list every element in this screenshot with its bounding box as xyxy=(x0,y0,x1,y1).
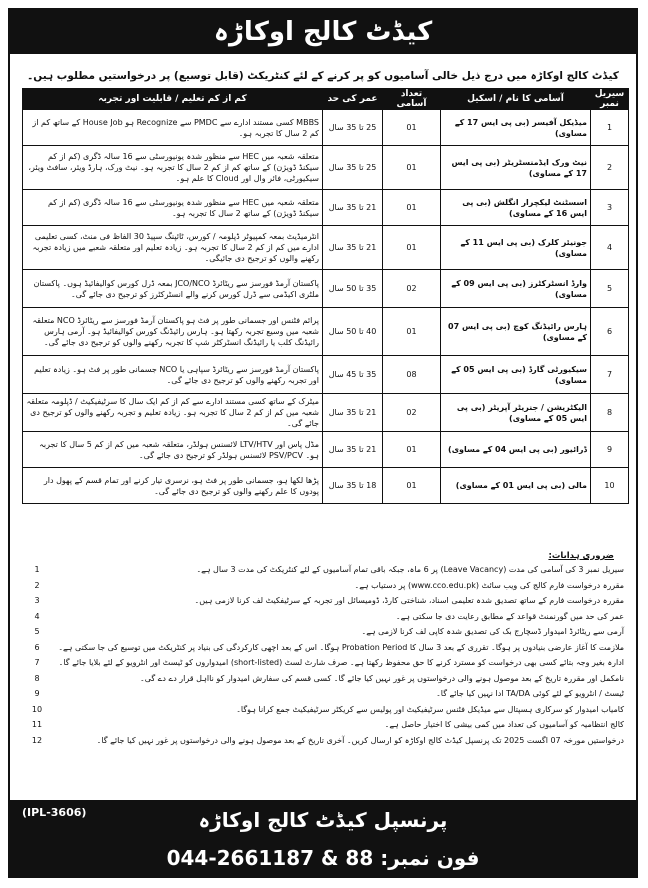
count-cell: 01 xyxy=(383,190,441,226)
note-text: آرمی سے ریٹائرڈ امیدوار ڈسچارج بک کی تصدیق شدہ کاپی لف کرنا لازمی ہے۔ xyxy=(361,627,624,636)
note-text: ادارہ بغیر وجہ بتائے کسی بھی درخواست کو مسترد کرنے کا حق محفوظ رکھتا ہے۔ صرف شارٹ لسٹ (short-listed) امیدواروں کو ٹیسٹ اور انٹرویو کے لئے بلایا جائے گا۔ xyxy=(58,658,624,667)
note-number: 6 xyxy=(34,642,40,652)
header-age: عمر کی حد xyxy=(323,89,383,110)
serial-cell: 7 xyxy=(591,356,629,394)
note-number: 11 xyxy=(31,720,43,729)
intro-text: کیڈٹ کالج اوکاڑہ میں درج ذیل خالی آسامیوں کو پر کرنے کے لئے کنٹریکٹ (قابل توسیع) پر درخواستیں مطلوب ہیں۔ xyxy=(27,70,619,82)
serial-cell: 3 xyxy=(591,190,629,226)
age-cell: 21 تا 35 سال xyxy=(323,226,383,270)
count-cell: 02 xyxy=(383,270,441,308)
notes-heading: ضروری ہدایات: xyxy=(548,551,614,561)
requirement-cell: متعلقہ شعبہ میں HEC سے منظور شدہ یونیورسٹی سے 16 سالہ ڈگری (کم از کم سیکنڈ ڈویژن) کے ساتھ 2 سال کا تجربہ ہو۔ xyxy=(23,190,323,226)
principal-title: پرنسپل کیڈٹ کالج اوکاڑہ xyxy=(198,808,448,832)
count-cell: 08 xyxy=(383,356,441,394)
serial-cell: 9 xyxy=(591,432,629,468)
table-row xyxy=(23,146,629,190)
note-text: مقررہ درخواست فارم کالج کی ویب سائٹ (www.cco.edu.pk) پر دستیاب ہے۔ xyxy=(354,580,624,590)
table-row xyxy=(23,356,629,394)
note-number: 9 xyxy=(34,689,40,698)
age-cell: 40 تا 50 سال xyxy=(323,308,383,356)
serial-cell: 6 xyxy=(591,308,629,356)
table-row xyxy=(23,468,629,504)
table-row xyxy=(23,394,629,432)
note-text: ٹیسٹ / انٹرویو کے لئے کوئی TA/DA ادا نہیں کیا جائے گا۔ xyxy=(436,689,624,698)
count-cell: 01 xyxy=(383,308,441,356)
post-cell: اسسٹنٹ لیکچرار انگلش (بی پی ایس 16 کے مساوی) xyxy=(441,190,591,226)
serial-cell: 5 xyxy=(591,270,629,308)
table-row xyxy=(23,308,629,356)
advertisement-page xyxy=(8,8,638,878)
note-text: سیریل نمبر 3 کی آسامی کی مدت (Leave Vacancy) پر 6 ماہ، جبکہ باقی تمام آسامیوں کے لئے کنٹریکٹ کی مدت 3 سال ہے۔ xyxy=(196,565,624,574)
table-row xyxy=(23,110,629,146)
count-cell: 01 xyxy=(383,110,441,146)
note-number: 7 xyxy=(34,658,40,667)
phone-number: 044-2661187 & 88 xyxy=(166,846,374,870)
serial-cell: 8 xyxy=(591,394,629,432)
serial-cell: 2 xyxy=(591,146,629,190)
table-row xyxy=(23,190,629,226)
notes-list xyxy=(22,565,624,751)
requirement-cell: میٹرک کے ساتھ کسی مستند ادارے سے کم از کم ایک سال کا سرٹیفیکیٹ / ڈپلومہ متعلقہ شعبہ میں کم از کم 2 سال کا تجربہ ہو۔ زیادہ تعلیم و تجربہ رکھنے والوں کو ترجیح دی جائے گی۔ xyxy=(23,394,323,432)
note-item xyxy=(22,658,624,668)
header-serial: سیریل نمبر xyxy=(591,89,629,110)
table-row xyxy=(23,432,629,468)
count-cell: 01 xyxy=(383,226,441,270)
requirement-cell: پاکستان آرمڈ فورسز سے ریٹائرڈ سپاہی یا NCO جسمانی طور پر فٹ ہو۔ زیادہ تعلیم اور تجربہ رکھنے والوں کو ترجیح دی جائے گی۔ xyxy=(23,356,323,394)
requirement-cell: پڑھا لکھا ہو، جسمانی طور پر فٹ ہو، نرسری تیار کرنے اور تمام قسم کے پھول دار پودوں کا علم رکھنے والوں کو ترجیح دی جائے گی۔ xyxy=(23,468,323,504)
note-number: 1 xyxy=(34,565,40,574)
note-text: کالج انتظامیہ کو آسامیوں کی تعداد میں کمی بیشی کا اختیار حاصل ہے۔ xyxy=(384,720,624,729)
note-item xyxy=(22,674,624,684)
note-text: ملازمت کا آغاز عارضی بنیادوں پر ہوگا۔ تقرری کے بعد 3 سال کا Probation Period ہوگا۔ اس کے بعد اچھی کارکردگی کی بنیاد پر کنٹریکٹ میں توسیع کی جا سکتی ہے۔ xyxy=(58,642,624,652)
serial-cell: 10 xyxy=(591,468,629,504)
requirement-cell: متعلقہ شعبہ میں HEC سے منظور شدہ یونیورسٹی سے 16 سالہ ڈگری (کم از کم سیکنڈ ڈویژن) کے ساتھ کم از کم 2 سال کا تجربہ ہو۔ نیٹ ورک، ہارڈ ویئر، سافٹ ویئر، سیکیورٹی، فائر وال اور Cloud کا علم ہو۔ xyxy=(23,146,323,190)
table-row xyxy=(23,226,629,270)
header-count: تعداد آسامی xyxy=(383,89,441,110)
note-item xyxy=(22,627,624,637)
note-item xyxy=(22,581,624,591)
post-cell: سیکیورٹی گارڈ (بی پی ایس 05 کے مساوی) xyxy=(441,356,591,394)
note-text: درخواستیں مورخہ 07 اگست 2025 تک پرنسپل کیڈٹ کالج اوکاڑہ کو ارسال کریں۔ آخری تاریخ کے بعد موصول ہونے والی درخواستوں پر غور نہیں کیا جائے گا۔ xyxy=(96,735,624,745)
post-cell: وارڈ انسٹرکٹرز (بی پی ایس 09 کے مساوی) xyxy=(441,270,591,308)
note-item xyxy=(22,596,624,606)
note-number: 12 xyxy=(31,735,43,745)
post-cell: الیکٹریشن / جنریٹر آپریٹر (بی پی ایس 05 کے مساوی) xyxy=(441,394,591,432)
age-cell: 18 تا 35 سال xyxy=(323,468,383,504)
age-cell: 25 تا 35 سال xyxy=(323,110,383,146)
note-number: 4 xyxy=(34,611,40,621)
note-item xyxy=(22,736,624,746)
note-item xyxy=(22,643,624,653)
phone-label: فون نمبر: xyxy=(380,846,480,870)
post-cell: جونیئر کلرک (بی پی ایس 11 کے مساوی) xyxy=(441,226,591,270)
note-text: نامکمل اور مقررہ تاریخ کے بعد موصول ہونے والی درخواستوں پر غور نہیں کیا جائے گا۔ کسی قسم کی سفارش امیدوار کو نااہل قرار دے دے گی۔ xyxy=(140,673,624,683)
vacancies-table xyxy=(22,88,629,504)
table-header-row xyxy=(23,89,629,110)
title-text: کیڈٹ کالج اوکاڑہ xyxy=(213,17,433,47)
requirement-cell: MBBS کسی مستند ادارے سے PMDC سے Recognize ہو House Job کے ساتھ کم از کم 2 سال کا تجربہ ہو۔ xyxy=(23,110,323,146)
age-cell: 25 تا 35 سال xyxy=(323,146,383,190)
header-requirement: کم از کم تعلیم / قابلیت اور تجربہ xyxy=(23,89,323,110)
ipl-code: (IPL-3606) xyxy=(22,806,87,819)
count-cell: 02 xyxy=(383,394,441,432)
note-item xyxy=(22,612,624,622)
count-cell: 01 xyxy=(383,146,441,190)
post-cell: میڈیکل آفیسر (بی پی ایس 17 کے مساوی) xyxy=(441,110,591,146)
age-cell: 35 تا 50 سال xyxy=(323,270,383,308)
note-text: عمر کی حد میں گورنمنٹ قواعد کے مطابق رعایت دی جا سکتی ہے۔ xyxy=(395,611,624,621)
age-cell: 21 تا 35 سال xyxy=(323,394,383,432)
note-number: 2 xyxy=(34,580,40,590)
requirement-cell: مڈل پاس اور LTV/HTV لائسنس ہولڈر، متعلقہ شعبہ میں کم از کم 5 سال کا تجربہ ہو۔ PSV/PCV لائسنس ہولڈر کو ترجیح دی جائے گی۔ xyxy=(23,432,323,468)
post-cell: ہارس رائیڈنگ کوچ (بی پی ایس 07 کے مساوی) xyxy=(441,308,591,356)
requirement-cell: پاکستان آرمڈ فورسز سے ریٹائرڈ JCO/NCO بمعہ ڈرل کورس کوالیفائیڈ ہوں۔ پاکستان ملٹری اکیڈمی سے ڈرل کورس کرنے والے انسٹرکٹرز کو ترجیح دی جائے گی۔ xyxy=(23,270,323,308)
note-text: مقررہ درخواست فارم کے ساتھ تصدیق شدہ تعلیمی اسناد، شناختی کارڈ، ڈومیسائل اور تجربہ کے سرٹیفکیٹ لف کرنا لازمی ہیں۔ xyxy=(194,596,624,605)
note-item xyxy=(22,705,624,715)
note-number: 3 xyxy=(34,596,40,605)
note-number: 10 xyxy=(31,704,43,714)
post-cell: ڈرائیور (بی پی ایس 04 کے مساوی) xyxy=(441,432,591,468)
page-title xyxy=(10,10,636,54)
header-post: آسامی کا نام / اسکیل xyxy=(441,89,591,110)
post-cell: مالی (بی پی ایس 01 کے مساوی) xyxy=(441,468,591,504)
age-cell: 35 تا 45 سال xyxy=(323,356,383,394)
note-number: 5 xyxy=(34,627,40,636)
note-number: 8 xyxy=(34,673,40,683)
note-item xyxy=(22,565,624,575)
table-row xyxy=(23,270,629,308)
age-cell: 21 تا 35 سال xyxy=(323,432,383,468)
count-cell: 01 xyxy=(383,468,441,504)
serial-cell: 1 xyxy=(591,110,629,146)
post-cell: نیٹ ورک ایڈمنسٹریٹر (بی پی ایس 17 کے مساوی) xyxy=(441,146,591,190)
age-cell: 21 تا 35 سال xyxy=(323,190,383,226)
note-item xyxy=(22,720,624,730)
phone-line xyxy=(10,846,636,870)
footer xyxy=(10,800,636,878)
serial-cell: 4 xyxy=(591,226,629,270)
note-item xyxy=(22,689,624,699)
requirement-cell: انٹرمیڈیٹ بمعہ کمپیوٹر ڈپلومہ / کورس، ٹائپنگ سپیڈ 30 الفاظ فی منٹ، کسی تعلیمی ادارے میں کم از کم 2 سال کا تجربہ ہو۔ زیادہ تعلیم اور متعلقہ شعبے میں زیادہ تجربہ رکھنے والوں کو ترجیح دی جائیگی۔ xyxy=(23,226,323,270)
note-text: کامیاب امیدوار کو سرکاری ہسپتال سے میڈیکل فٹنس سرٹیفیکیٹ اور پولیس سے کریکٹر سرٹیفیکیٹ جمع کرانا ہوگا۔ xyxy=(236,704,624,714)
requirement-cell: پرائم فٹنس اور جسمانی طور پر فٹ ہو پاکستان آرمڈ فورسز سے ریٹائرڈ NCO متعلقہ شعبہ میں وسیع تجربہ رکھتا ہو۔ ہارس رائیڈنگ کورس کوالیفائیڈ ہو۔ آرمی ہارس رائیڈنگ کلب یا رائیڈنگ انسٹرکٹر شپ کا تجربہ رکھنے والوں کو ترجیح دی جائے گی۔ xyxy=(23,308,323,356)
count-cell: 01 xyxy=(383,432,441,468)
